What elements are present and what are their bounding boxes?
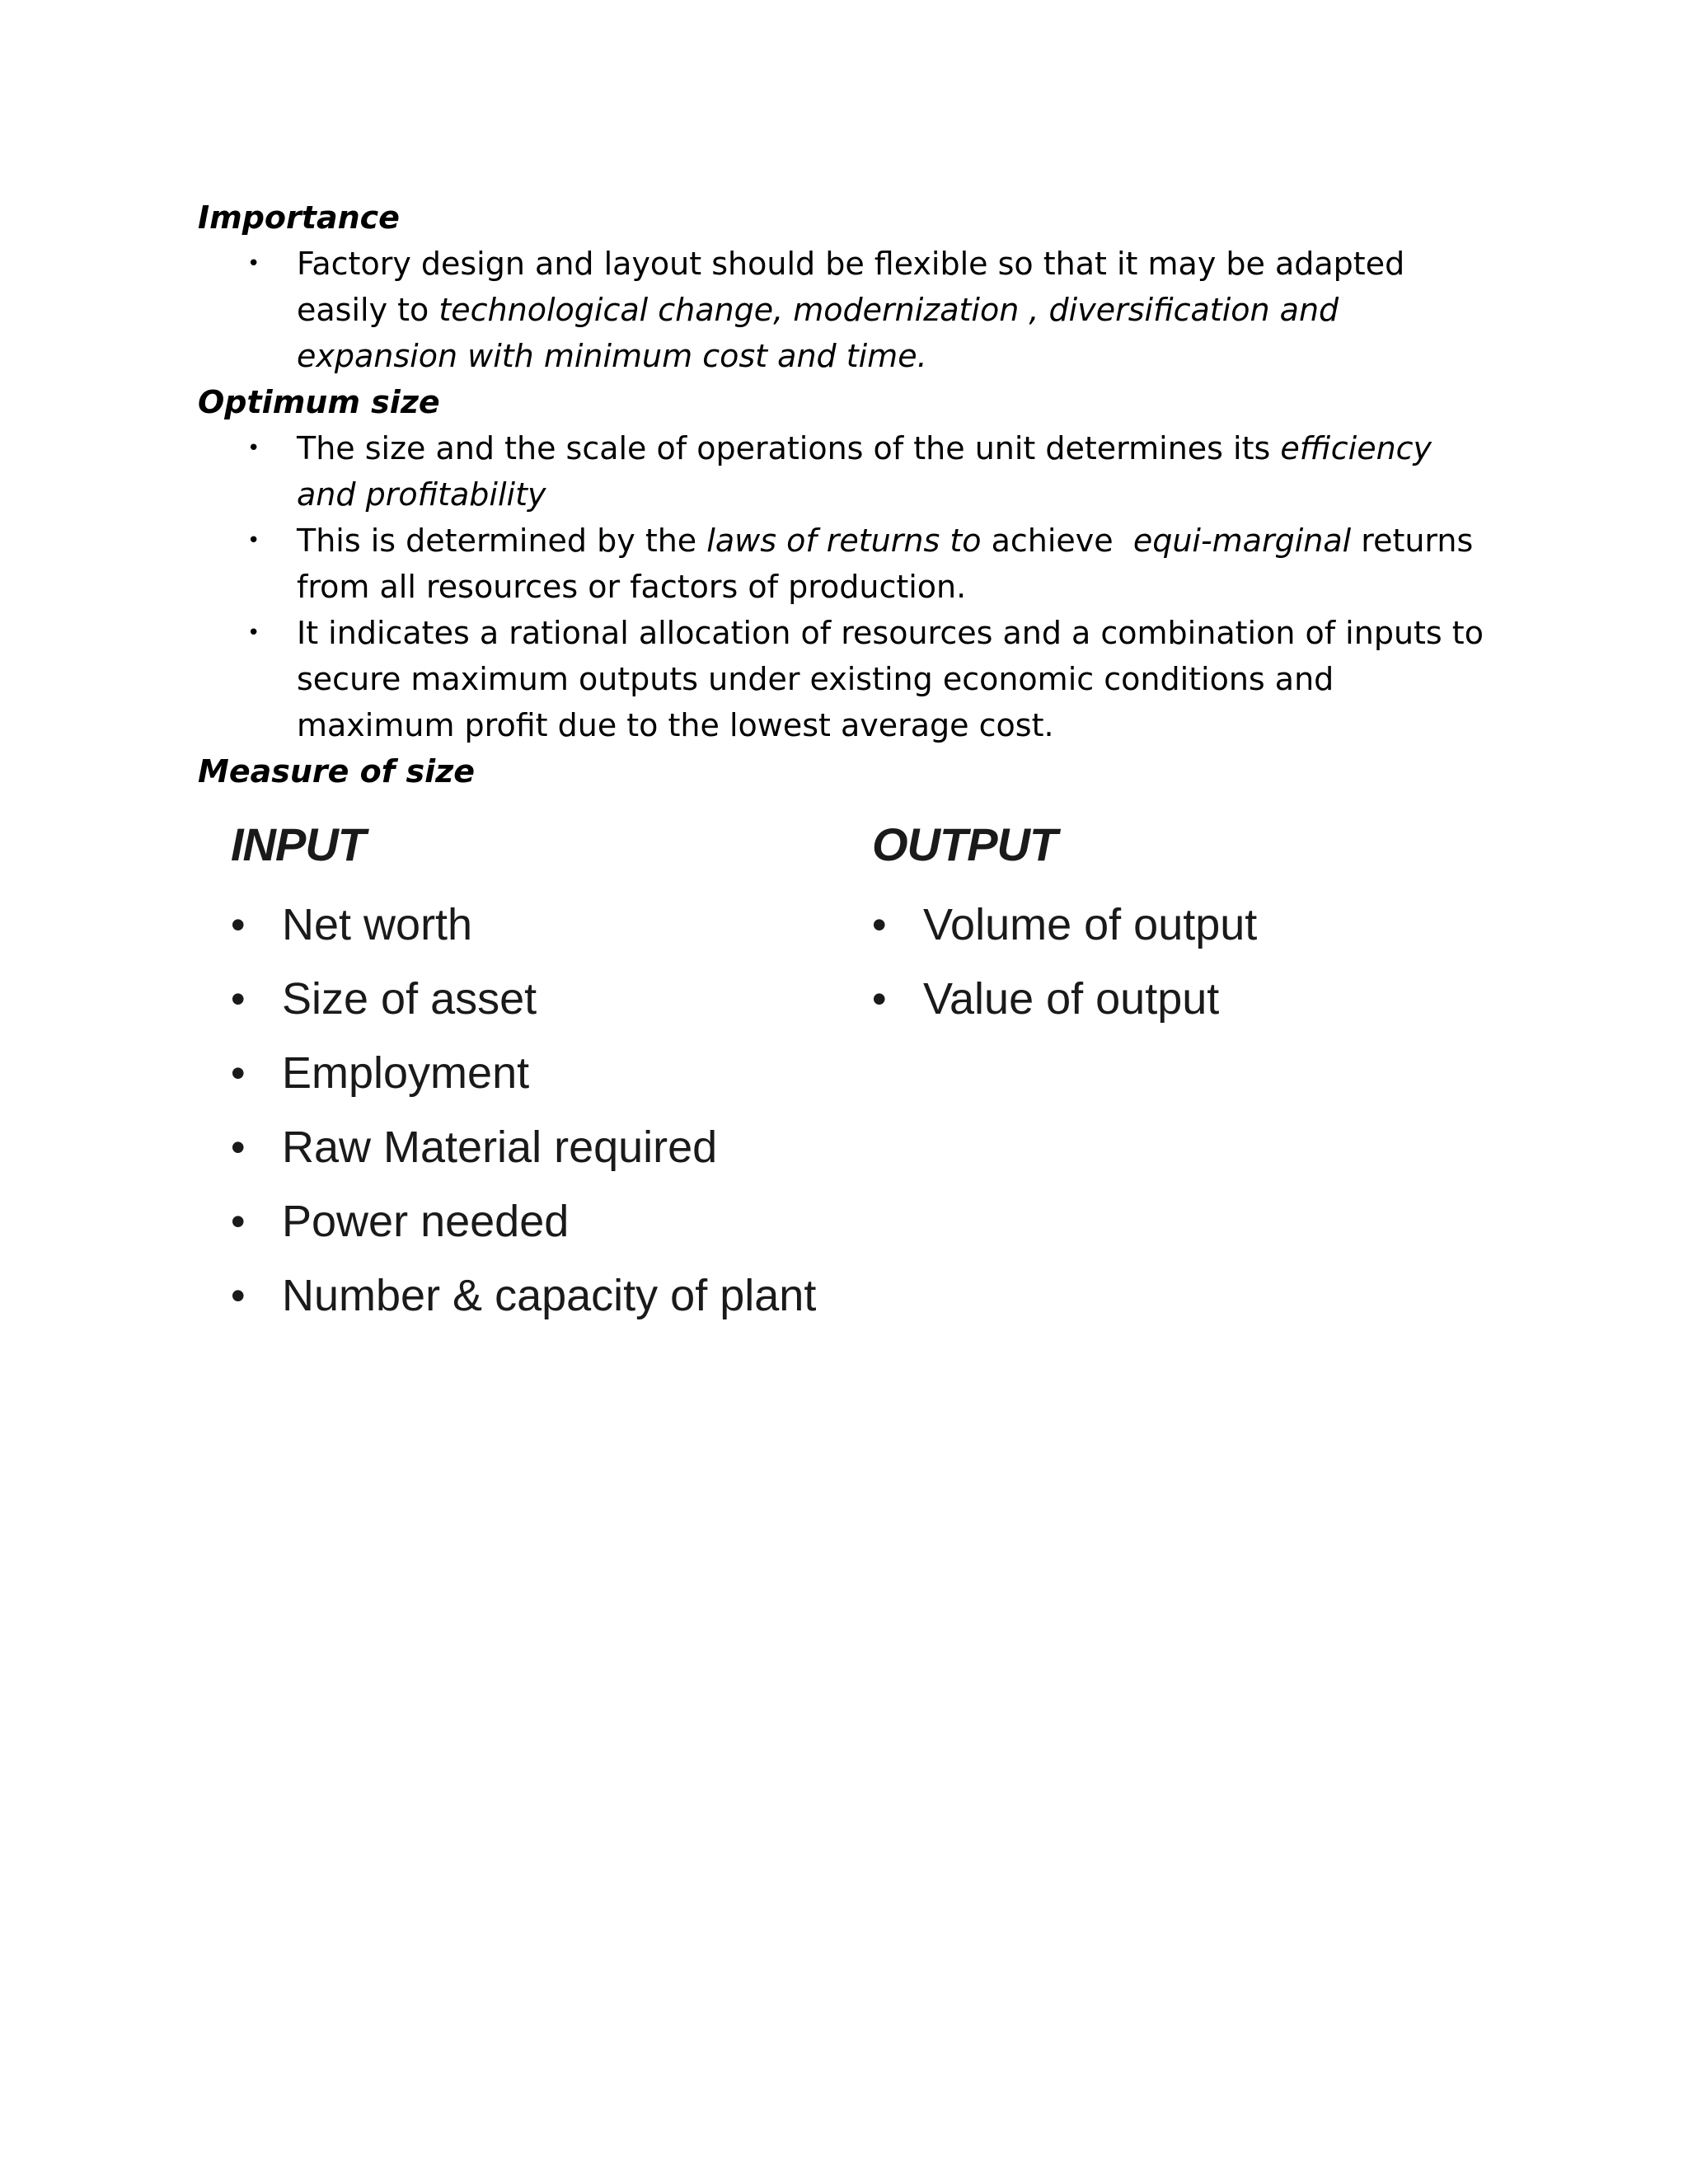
list-item bbox=[872, 962, 1465, 1036]
bullet-icon: • bbox=[231, 1272, 246, 1319]
output-item-label: Value of output bbox=[923, 974, 1220, 1024]
input-item-label: Raw Material required bbox=[282, 1122, 718, 1172]
list-item bbox=[872, 888, 1465, 962]
input-list bbox=[231, 888, 824, 1333]
bullet-text: achieve bbox=[981, 523, 1133, 559]
input-item-label: Size of asset bbox=[282, 974, 537, 1024]
bullet-icon: • bbox=[247, 251, 260, 276]
list-item bbox=[198, 610, 1500, 748]
list-item bbox=[198, 518, 1500, 610]
bullet-text: It indicates a rational allocation of resources and a combination of inputs to secure maximum outputs under existing economic conditions and maximum profit due to the lowest average cost. bbox=[297, 615, 1484, 743]
heading-optimum-size: Optimum size bbox=[198, 384, 440, 420]
bullet-text: returns from all resources or factors of production. bbox=[297, 523, 1474, 605]
bullet-icon: • bbox=[247, 436, 260, 461]
heading-importance: Importance bbox=[198, 199, 400, 236]
body-text bbox=[198, 194, 1500, 794]
list-item bbox=[231, 1036, 824, 1110]
heading-measure-of-size: Measure of size bbox=[198, 753, 476, 790]
importance-list bbox=[198, 241, 1500, 379]
bullet-text: This is determined by the bbox=[297, 523, 707, 559]
output-item-label: Volume of output bbox=[923, 900, 1258, 949]
bullet-text: Factory design and layout should be flexible so that it may be adapted easily to bbox=[297, 246, 1405, 328]
list-item bbox=[198, 425, 1500, 518]
bullet-icon: • bbox=[872, 976, 887, 1022]
bullet-icon: • bbox=[231, 1198, 246, 1244]
output-list bbox=[872, 888, 1465, 1036]
input-item-label: Net worth bbox=[282, 900, 473, 949]
list-item bbox=[231, 1110, 824, 1184]
list-item bbox=[231, 888, 824, 962]
bullet-text-italic: laws of returns to bbox=[706, 523, 982, 559]
bullet-icon: • bbox=[231, 1050, 246, 1096]
list-item bbox=[231, 962, 824, 1036]
bullet-icon: • bbox=[247, 528, 260, 553]
list-item bbox=[231, 1184, 824, 1258]
bullet-icon: • bbox=[231, 1124, 246, 1170]
bullet-icon: • bbox=[247, 621, 260, 645]
output-title: OUTPUT bbox=[872, 818, 1057, 870]
input-title: INPUT bbox=[231, 818, 365, 870]
optimum-size-list bbox=[198, 425, 1500, 748]
output-column bbox=[872, 812, 1465, 1036]
bullet-icon: • bbox=[872, 902, 887, 948]
bullet-icon: • bbox=[231, 902, 246, 948]
bullet-text-italic: equi-marginal bbox=[1132, 523, 1352, 559]
bullet-icon: • bbox=[231, 976, 246, 1022]
bullet-text: The size and the scale of operations of the unit determines its bbox=[297, 430, 1281, 466]
input-item-label: Power needed bbox=[282, 1197, 570, 1246]
list-item bbox=[198, 241, 1500, 379]
bullet-text-italic: efficiency and profitability bbox=[297, 430, 1432, 513]
input-item-label: Number & capacity of plant bbox=[282, 1271, 817, 1320]
input-column bbox=[231, 812, 824, 1333]
list-item bbox=[231, 1258, 824, 1333]
input-item-label: Employment bbox=[282, 1048, 530, 1098]
bullet-text-italic: technological change, modernization , diversification and expansion with minimum cost and time. bbox=[297, 292, 1339, 374]
